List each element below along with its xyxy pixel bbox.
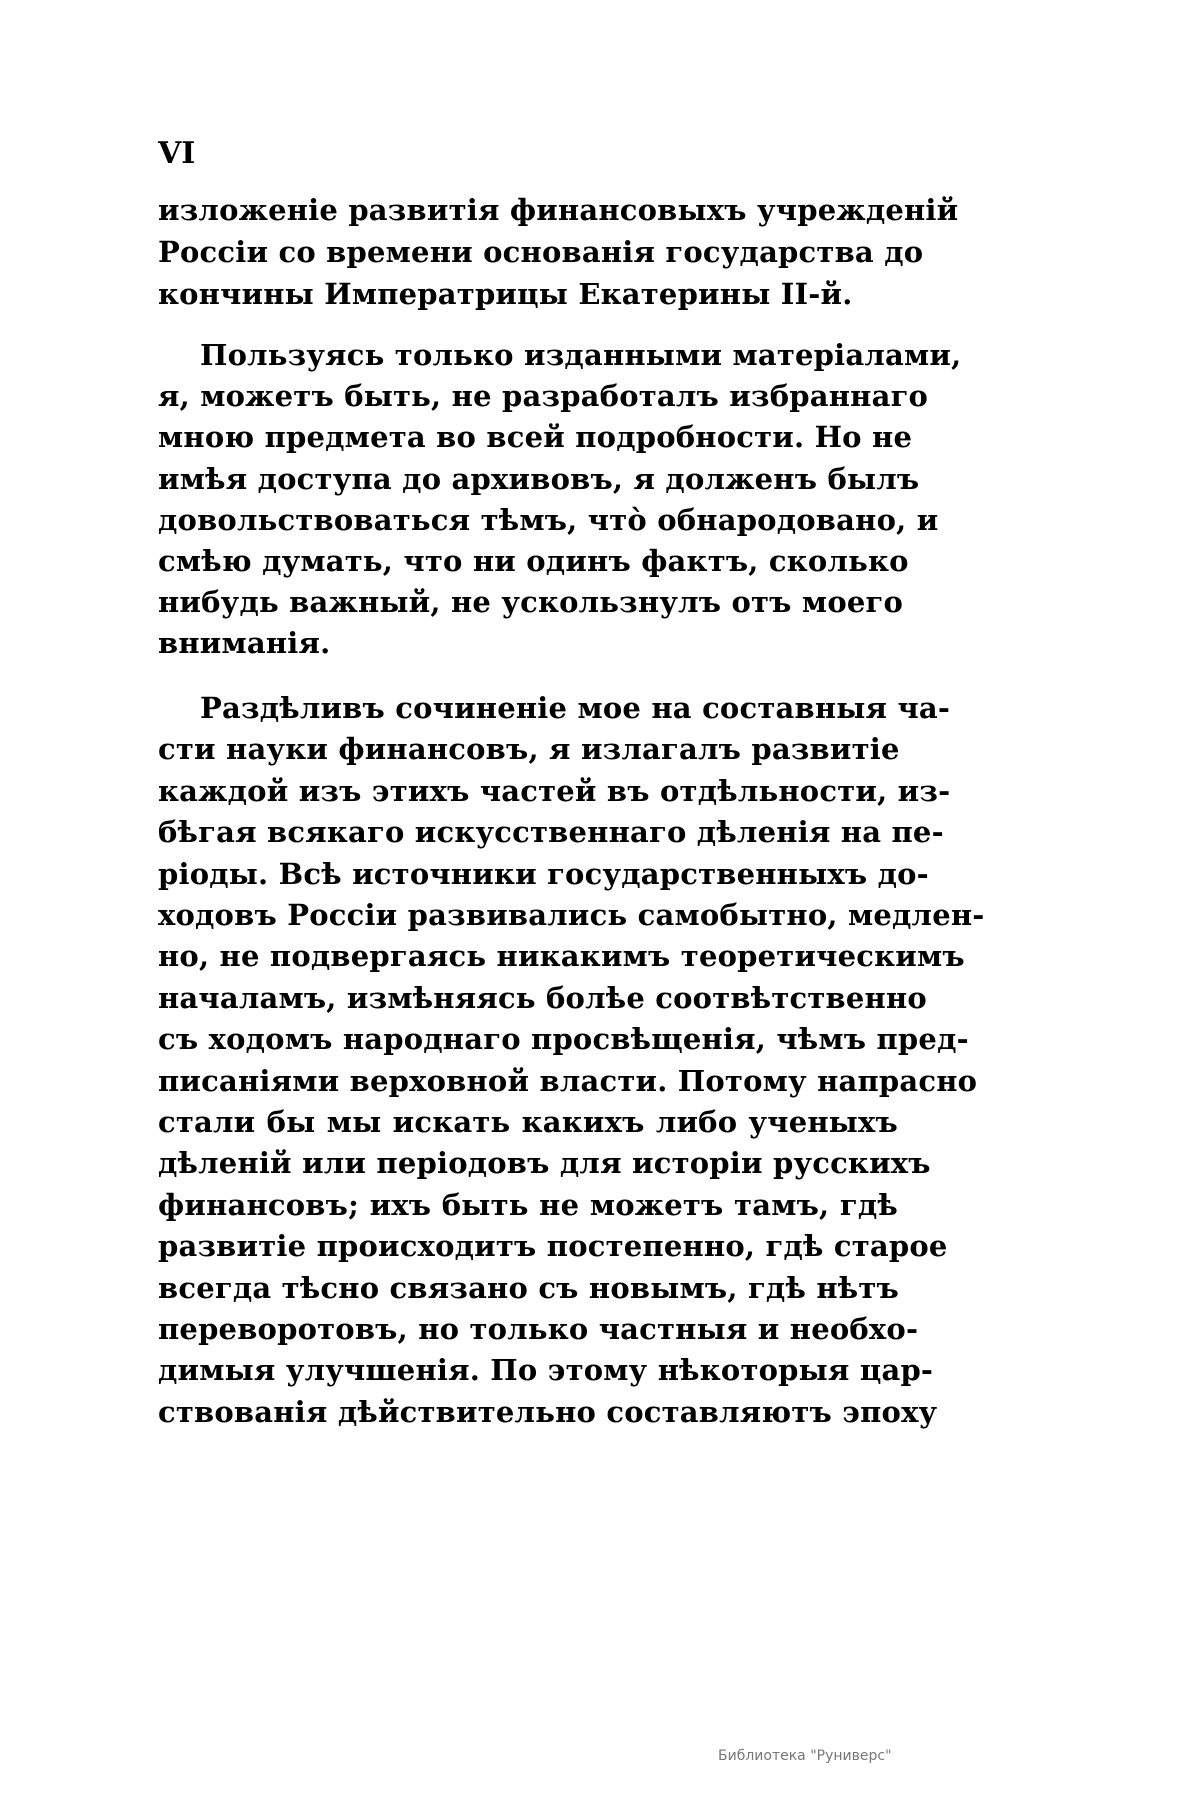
paragraph-first-line: Раздѣливъ сочиненіе мое на составныя ча- [200, 691, 951, 725]
text-line: бѣгая всякаго искусственнаго дѣленія на пе- [158, 815, 944, 850]
text-line: всегда тѣсно связано съ новымъ, гдѣ нѣтъ [158, 1270, 899, 1305]
text-line: съ ходомъ народнаго просвѣщенія, чѣмъ пред- [158, 1022, 969, 1057]
page-number: VI [158, 136, 196, 171]
text-line: мною предмета во всей подробности. Но не [158, 420, 913, 455]
text-line: довольствоваться тѣмъ, что̀ обнародовано, и [158, 502, 939, 537]
text-line: каждой изъ этихъ частей въ отдѣльности, из- [158, 773, 951, 808]
text-line: ходовъ Россіи развивались самобытно, медлен- [158, 898, 985, 932]
text-line: переворотовъ, но только частныя и необхо- [158, 1312, 919, 1346]
text-line: димыя улучшенія. По этому нѣкоторыя цар- [158, 1353, 934, 1388]
text-line: Россіи со времени основанія государства до [158, 235, 924, 269]
text-line: дѣленій или періодовъ для исторіи русскихъ [158, 1146, 931, 1181]
text-line: писаніями верховной власти. Потому напрасно [158, 1063, 978, 1098]
text-line: вниманія. [158, 626, 331, 661]
text-line: началамъ, измѣняясь болѣе соотвѣтственно [158, 980, 927, 1015]
text-line: развитіе происходитъ постепенно, гдѣ старое [158, 1229, 948, 1264]
text-line: имѣя доступа до архивовъ, я долженъ былъ [158, 461, 920, 496]
text-line: сти науки финансовъ, я излагалъ развитіе [158, 732, 900, 767]
text-line: кончины Императрицы Екатерины II-й. [158, 277, 853, 311]
text-line: смѣю думать, что ни одинъ фактъ, сколько [158, 544, 909, 578]
text-line: финансовъ; ихъ быть не можетъ тамъ, гдѣ [158, 1187, 898, 1222]
text-line: но, не подвергаясь никакимъ теоретическимъ [158, 939, 965, 974]
text-line: я, можетъ быть, не разработалъ избраннаго [158, 379, 929, 414]
text-line: стали бы мы искать какихъ либо ученыхъ [158, 1105, 898, 1139]
paragraph-first-line: изложеніе развитія финансовыхъ учрежденій [158, 193, 959, 227]
text-line: ствованія дѣйствительно составляютъ эпоху [158, 1394, 938, 1429]
text-line: нибудь важный, не ускользнулъ отъ моего [158, 585, 904, 620]
paragraph-first-line: Пользуясь только изданными матеріалами, [200, 338, 962, 372]
text-line: ріоды. Всѣ источники государственныхъ до- [158, 856, 929, 891]
library-watermark: Библиотека "Руниверс" [718, 1748, 892, 1764]
